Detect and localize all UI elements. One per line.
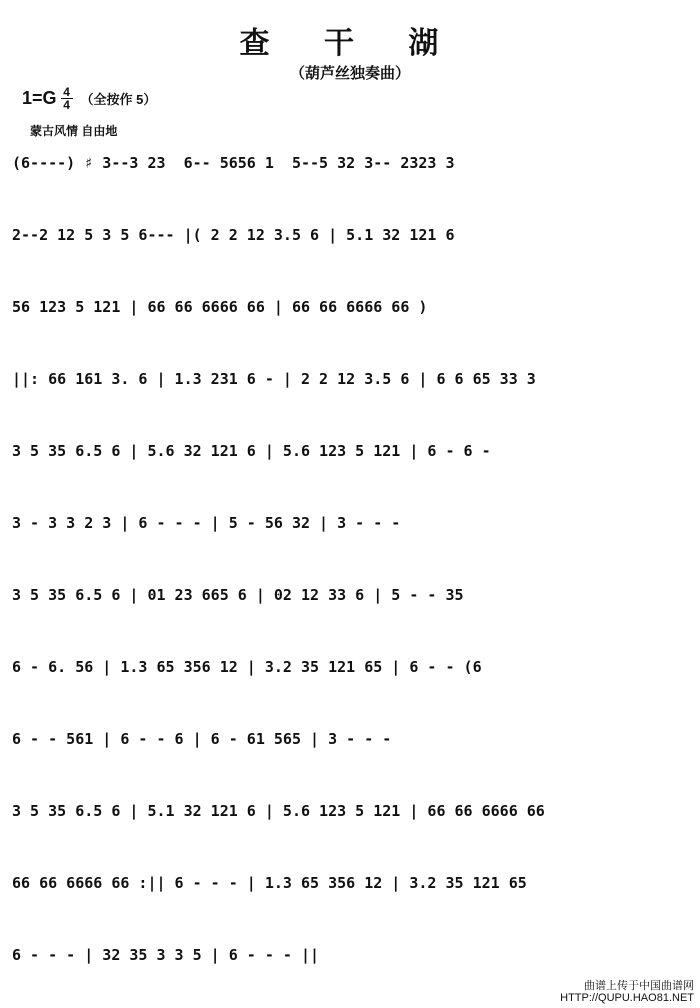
staff-line-6 <box>12 500 688 550</box>
staff-line-11 <box>12 860 688 910</box>
staff-line-1 <box>12 140 688 190</box>
source-footer <box>560 980 694 1004</box>
staff-line-9 <box>12 716 688 766</box>
notation-text: 3 - 3 3 2 3 | 6 - - - | 5 - 56 32 | 3 - - - <box>12 514 401 532</box>
time-signature <box>61 86 73 111</box>
staff-line-12 <box>12 932 688 982</box>
notation-text: 3 5 35 6.5 6 | 01 23 665 6 | 02 12 33 6 | 5 - - 35 <box>12 586 464 604</box>
notation-text: 6 - - - | 32 35 3 3 5 | 6 - - - || <box>12 946 320 964</box>
staff-line-10 <box>12 788 688 838</box>
notation-text: 3 5 35 6.5 6 | 5.6 32 121 6 | 5.6 123 5 121 | 6 - 6 - <box>12 442 491 460</box>
footer-line2: HTTP://QUPU.HAO81.NET <box>560 992 694 1004</box>
key-signature <box>22 86 156 111</box>
notation-text: ||: 66 161 3. 6 | 1.3 231 6 - | 2 2 12 3.5 6 | 6 6 65 33 3 <box>12 370 536 388</box>
fingering-note: （全按作 5） <box>80 92 157 107</box>
staff-line-8 <box>12 644 688 694</box>
score-subtitle: （葫芦丝独奏曲） <box>289 65 410 82</box>
tempo-marking: 蒙古风情 自由地 <box>30 124 118 138</box>
staff-line-7 <box>12 572 688 622</box>
staff-line-3 <box>12 284 688 334</box>
key-label: 1=G <box>22 88 57 108</box>
notation-text: 66 66 6666 66 :|| 6 - - - | 1.3 65 356 12 | 3.2 35 121 65 <box>12 874 527 892</box>
notation-text: 56 123 5 121 | 66 66 6666 66 | 66 66 6666 66 ) <box>12 298 428 316</box>
staff-line-5 <box>12 428 688 478</box>
time-numerator: 4 <box>63 85 70 99</box>
notation-text: (6----) ♯ 3--3 23 6-- 5656 1 5--5 32 3-- 2323 3 <box>12 154 455 172</box>
footer-line1: 曲谱上传于中国曲谱网 <box>584 980 694 992</box>
notation-text: 6 - - 561 | 6 - - 6 | 6 - 61 565 | 3 - - - <box>12 730 392 748</box>
notation-text: 2--2 12 5 3 5 6--- |( 2 2 12 3.5 6 | 5.1 32 121 6 <box>12 226 455 244</box>
notation-text: 6 - 6. 56 | 1.3 65 356 12 | 3.2 35 121 65 | 6 - - (6 <box>12 658 482 676</box>
staff-line-4 <box>12 356 688 406</box>
score-title: 查 干 湖 <box>239 26 461 61</box>
time-denominator: 4 <box>63 98 70 112</box>
notation-text: 3 5 35 6.5 6 | 5.1 32 121 6 | 5.6 123 5 121 | 66 66 6666 66 <box>12 802 545 820</box>
staff-line-2 <box>12 212 688 262</box>
